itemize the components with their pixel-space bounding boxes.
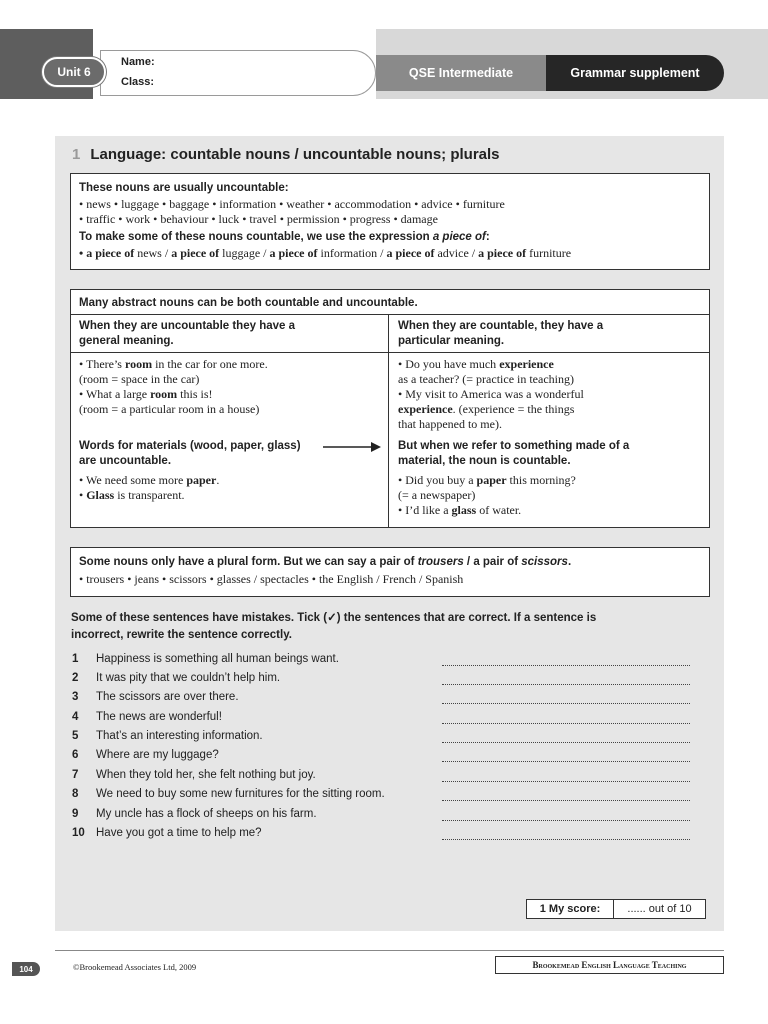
uncountable-box [70,173,710,270]
question-text: It was pity that we couldn’t help him. [96,672,281,684]
example-line [79,488,185,503]
example-line [79,357,268,372]
example-bold: • a piece of [79,246,135,260]
example-line [79,473,219,488]
question-number: 7 [72,769,79,781]
materials-heading: Words for materials (wood, paper, glass) [79,440,301,452]
plural-only-list: • trousers • jeans • scissors • glasses / spectacles • the English / French / Spanish [79,572,464,586]
section-title-text: Language: countable nouns / uncountable nouns; plurals [90,146,500,163]
answer-line[interactable] [442,839,690,840]
section-number: 1 [72,146,81,163]
example-line [398,387,584,402]
rule-colon: : [485,231,490,243]
score-label: 1 My score: [527,900,614,918]
instructions: Some of these sentences have mistakes. Tick (✓) the sentences that are correct. If a sentence is [71,612,597,624]
text: . (experience = the things [452,402,575,416]
example-line [79,402,259,417]
question-number: 1 [72,653,79,665]
question-number: 4 [72,711,79,723]
name-class-box [100,50,376,96]
publisher: Brookemead English Language Teaching [495,956,724,974]
question-text: We need to buy some new furnitures for the sitting room. [96,788,385,800]
text: • We need some more [79,473,187,487]
text: . [216,473,220,487]
bold-word: paper [186,473,217,487]
text: • What a large [79,387,151,401]
text: . [567,556,572,568]
score-box [526,899,706,919]
bold-word: room [124,357,153,371]
question-number: 6 [72,749,79,761]
materials-heading: are uncountable. [79,455,172,467]
copyright: ©Brookemead Associates Ltd, 2009 [73,962,197,972]
text: • My visit to America was a wonderful [398,387,584,401]
uncountable-list-2: • traffic • work • behaviour • luck • travel • permission • progress • damage [79,212,438,226]
example-line [398,503,521,518]
answer-line[interactable] [442,820,690,821]
question-number: 5 [72,730,79,742]
bold-word: experience [398,402,453,416]
example-noun: news / [134,246,172,260]
answer-line[interactable] [442,665,690,666]
uncountable-heading: These nouns are usually uncountable: [79,182,289,194]
divider [71,352,709,353]
question-number: 2 [72,672,79,684]
italic-word: trousers [417,556,464,568]
name-label: Name: [121,56,155,68]
example-line [398,417,502,432]
italic-word: scissors [521,556,568,568]
materials-countable-heading: material, the noun is countable. [398,455,571,467]
answer-line[interactable] [442,684,690,685]
text: that happened to me). [398,417,502,431]
class-label: Class: [121,76,155,88]
page-title [72,146,500,163]
answer-line[interactable] [442,800,690,801]
bold-word: Glass [86,488,115,502]
uncountable-list-1: • news • luggage • baggage • information • weather • accommodation • advice • furniture [79,197,505,211]
bold-word: experience [499,357,554,371]
question-text: When they told her, she felt nothing but joy. [96,769,316,781]
example-line [398,473,576,488]
left-column-heading: When they are uncountable they have a [79,320,295,332]
plural-only-rule [79,556,571,568]
example-line [398,488,475,503]
table-heading: Many abstract nouns can be both countable and uncountable. [79,297,418,309]
question-text: That’s an interesting information. [96,730,263,742]
question-text: Happiness is something all human beings want. [96,653,339,665]
text: of water. [476,503,522,517]
bold-word: paper [476,473,507,487]
text: (= a newspaper) [398,488,476,502]
text: in the car for one more. [152,357,268,371]
rule-text: To make some of these nouns countable, we use the expression [79,231,433,243]
text: (room = a particular room in a house) [79,402,260,416]
question-number: 9 [72,808,79,820]
answer-line[interactable] [442,723,690,724]
text: • Did you buy a [398,473,477,487]
right-column-heading: When they are countable, they have a [398,320,604,332]
example-line [398,402,574,417]
example-line [398,357,554,372]
question-text: My uncle has a flock of sheeps on his farm. [96,808,317,820]
footer-divider [55,950,724,951]
text: / a pair of [463,556,522,568]
score-value[interactable]: ...... out of 10 [627,903,692,915]
text: • Do you have much [398,357,500,371]
example-noun: advice / [434,246,479,260]
divider [388,314,389,527]
question-number: 8 [72,788,79,800]
text: this is! [177,387,213,401]
example-line [398,372,574,387]
plural-only-box [70,547,710,597]
question-number: 3 [72,691,79,703]
question-number: 10 [72,827,85,839]
text: is transparent. [114,488,185,502]
example-line [79,387,213,402]
example-noun: furniture [526,246,572,260]
example-bold: a piece of [171,246,220,260]
page-number: 104 [12,962,40,976]
bold-word: glass [451,503,477,517]
example-bold: a piece of [386,246,435,260]
divider [71,314,709,315]
section-label: Grammar supplement [546,55,724,91]
level-label: QSE Intermediate [376,55,546,91]
example-line [79,372,199,387]
example-noun: information / [317,246,387,260]
text: this morning? [506,473,576,487]
text: Some nouns only have a plural form. But we can say a pair of [79,556,418,568]
answer-line[interactable] [442,761,690,762]
unit-badge: Unit 6 [42,57,106,87]
arrow-right-icon [323,441,383,453]
text: • [79,488,87,502]
materials-countable-heading: But when we refer to something made of a [398,440,630,452]
left-column-heading: general meaning. [79,335,174,347]
answer-line[interactable] [442,742,690,743]
text: • There’s [79,357,125,371]
question-text: Where are my luggage? [96,749,219,761]
example-bold: a piece of [269,246,318,260]
text: • I’d like a [398,503,452,517]
abstract-nouns-table [70,289,710,528]
piece-of-examples [79,246,571,261]
example-noun: luggage / [219,246,270,260]
answer-line[interactable] [442,703,690,704]
question-text: The news are wonderful! [96,711,222,723]
bold-word: room [150,387,178,401]
piece-of-rule [79,231,490,243]
question-text: Have you got a time to help me? [96,827,262,839]
answer-line[interactable] [442,781,690,782]
text: (room = space in the car) [79,372,200,386]
instructions: incorrect, rewrite the sentence correctly. [71,629,292,641]
right-column-heading: particular meaning. [398,335,505,347]
rule-expression: a piece of [432,231,486,243]
question-text: The scissors are over there. [96,691,239,703]
text: as a teacher? (= practice in teaching) [398,372,574,386]
example-bold: a piece of [478,246,527,260]
